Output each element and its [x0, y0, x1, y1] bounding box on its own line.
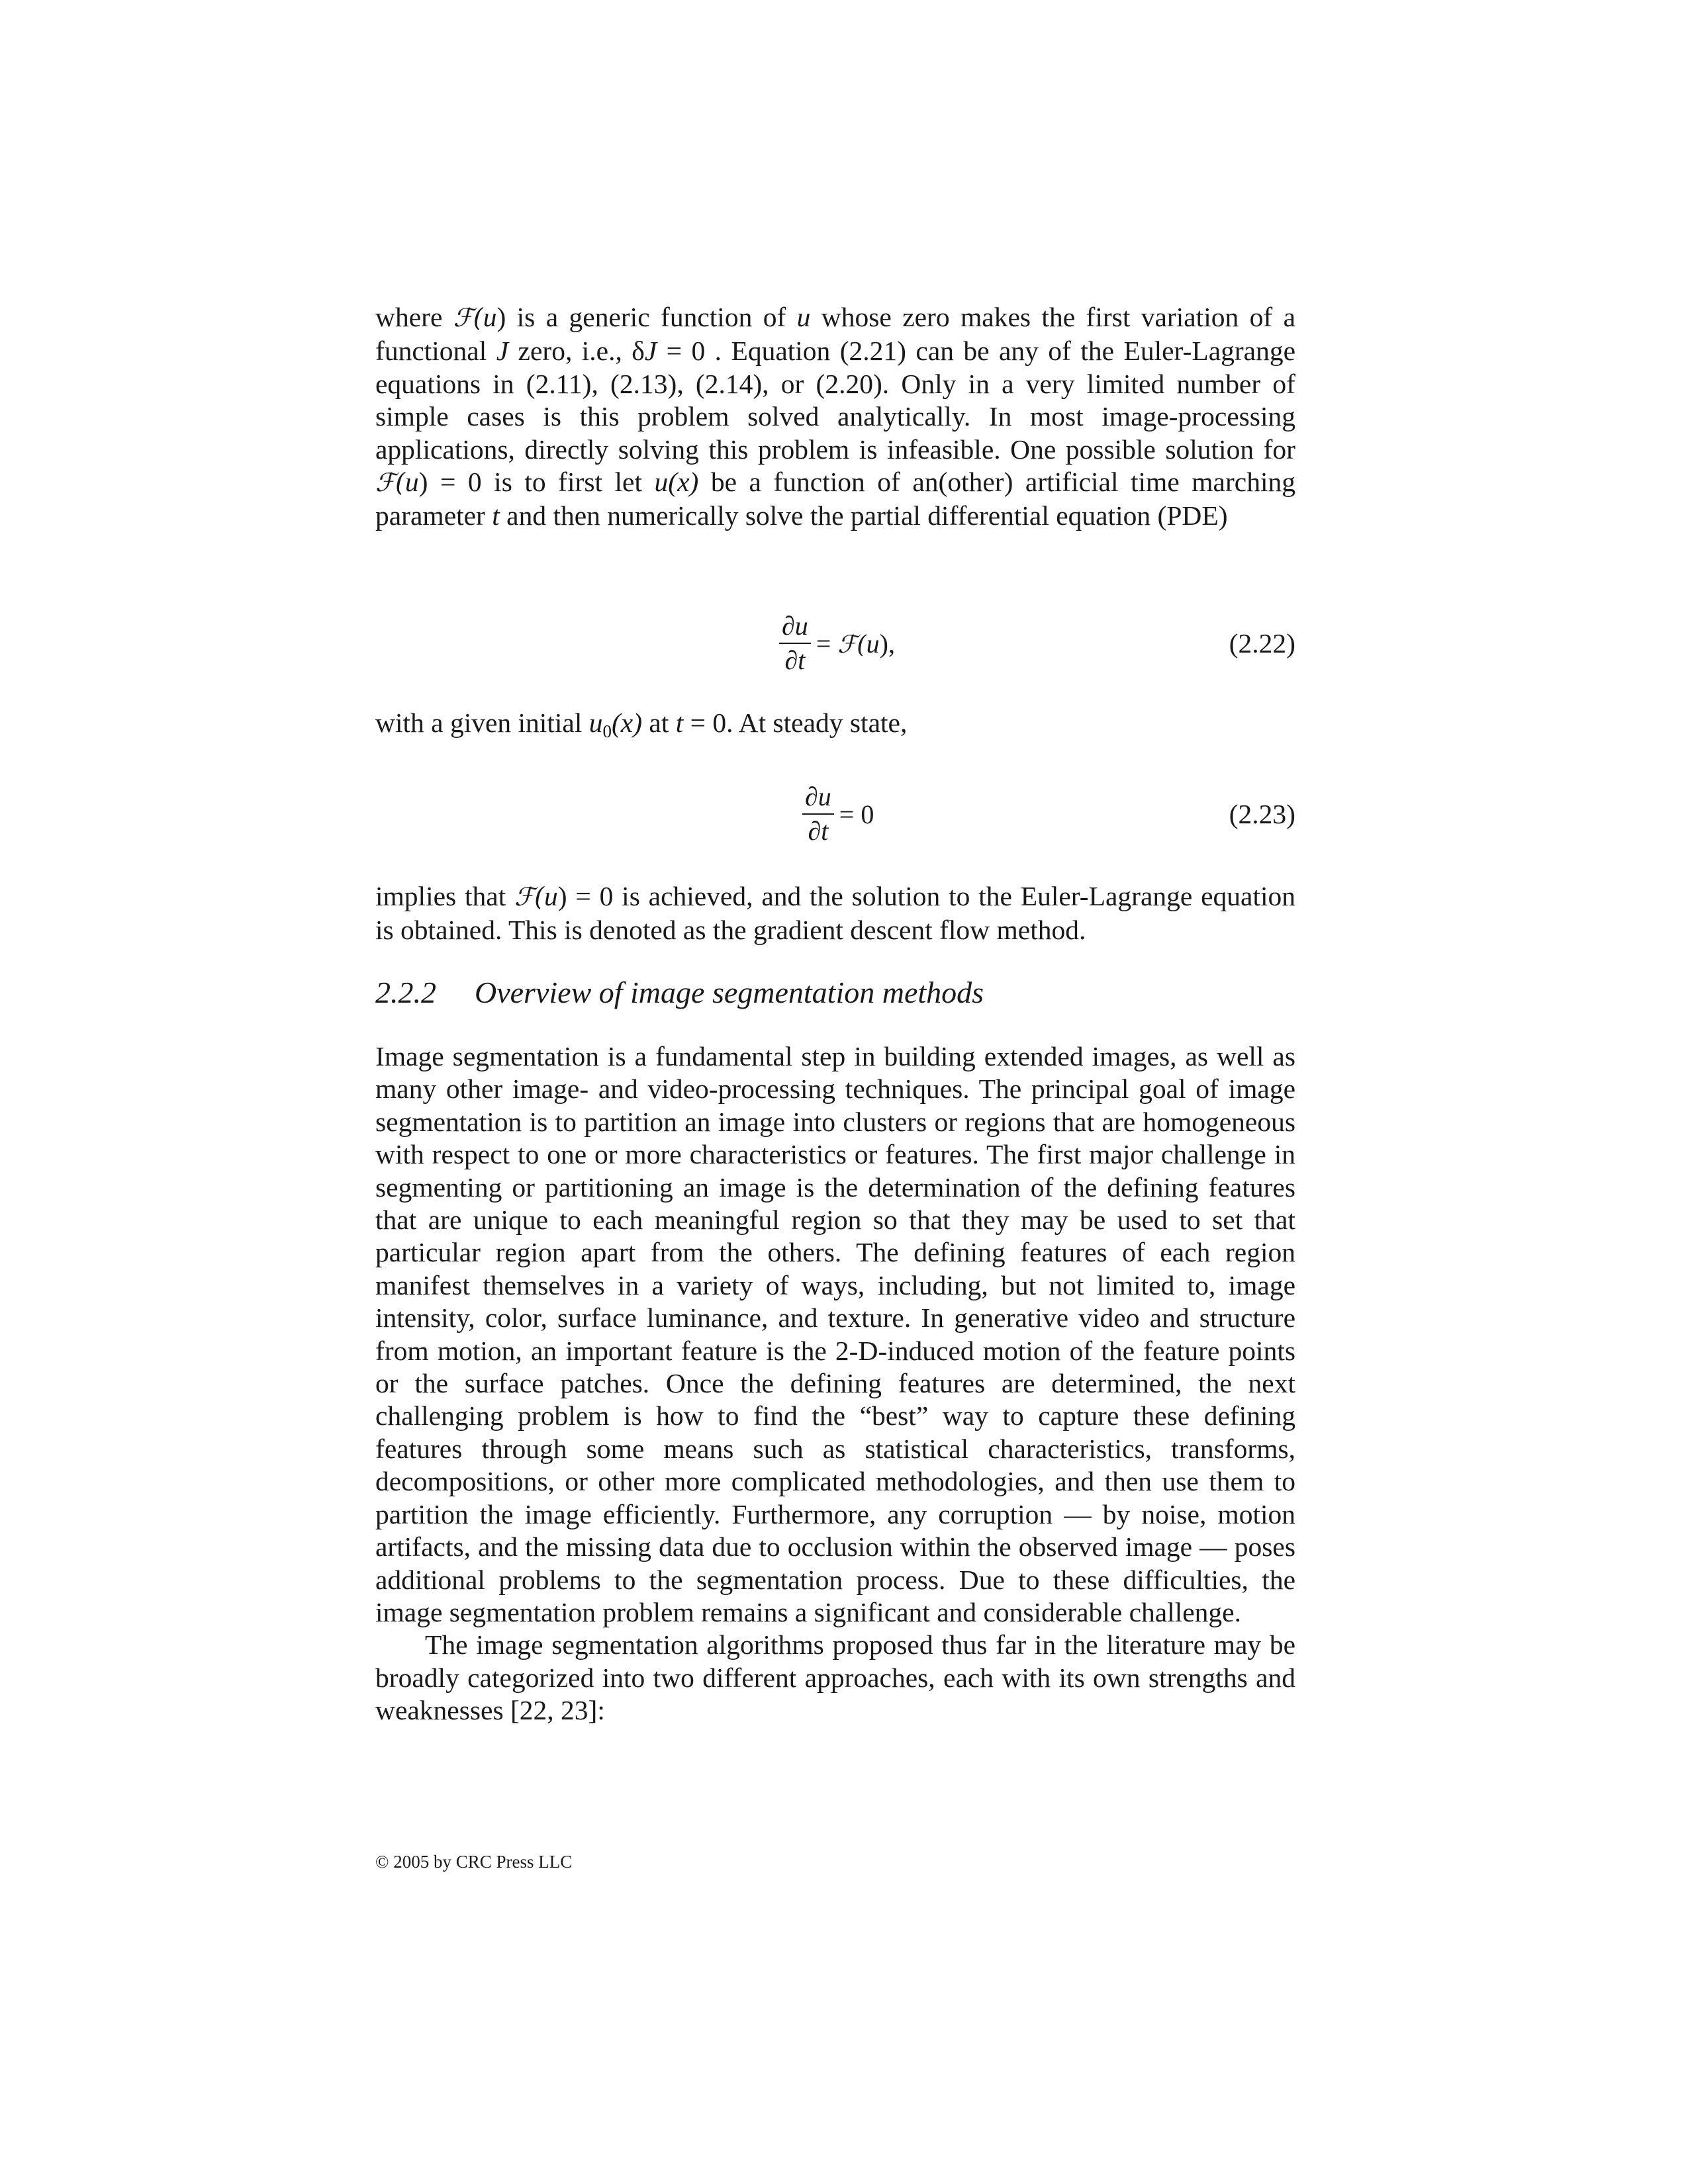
text-run: where: [375, 302, 443, 332]
fraction: [802, 782, 834, 846]
text-run: is achieved, and the solution to the Euler-Lagrange equation is obtained. This is denoted as the gradient descent flow method.: [375, 881, 1296, 946]
math-var-u: u: [404, 467, 419, 498]
fraction-denominator: ∂t: [808, 816, 829, 846]
math-script-f: ℱ(: [837, 629, 867, 659]
copyright-footer: © 2005 by CRC Press LLC: [375, 1852, 573, 1872]
math-subscript: 0: [602, 721, 612, 742]
math-var-j: J: [496, 336, 509, 367]
text-run: implies that: [375, 881, 515, 911]
text-run: = 0. At steady state,: [683, 707, 908, 738]
math-var-ux: u(x): [654, 467, 699, 498]
paragraph-text: [375, 707, 1295, 748]
math-var-u: u: [866, 628, 880, 659]
section-title: Overview of image segmentation methods: [475, 976, 984, 1009]
paragraph-segmentation-approaches: The image segmentation algorithms proposed thus far in the literature may be broadly categorized into two different approaches, each with its own strengths and weaknesses [22, 23]:: [375, 1629, 1295, 1726]
math-script-f: ℱ(: [514, 883, 544, 912]
section-heading: [375, 974, 1295, 1011]
equation-number: (2.22): [1229, 628, 1295, 659]
section-body: [375, 1040, 1295, 1727]
math-var-t: t: [492, 500, 500, 531]
math-var-x: (x): [611, 707, 643, 738]
equation-2-23: [375, 778, 1295, 850]
paragraph-initial-condition: [375, 707, 1295, 748]
text-run: zero, i.e., δ: [508, 336, 645, 367]
math-script-f: ℱ(: [375, 469, 405, 498]
text-run: be a function of an(other) artificial time marching parameter: [375, 467, 1295, 531]
math-script-f: ℱ(: [453, 304, 483, 333]
paragraph-gradient-intro: [375, 301, 1295, 533]
math-close: ) = 0: [557, 881, 614, 911]
math-var-t: t: [675, 707, 684, 738]
equals-sign: =: [816, 628, 838, 659]
math-close: ) = 0: [418, 467, 482, 498]
fraction-numerator: ∂u: [802, 782, 834, 815]
math-var-u: u: [543, 881, 558, 911]
equation-rhs: = 0: [839, 799, 874, 829]
paragraph-text: [375, 880, 1295, 947]
equation-rhs: [816, 628, 895, 659]
math-var-u: u: [588, 707, 603, 738]
equation-2-22: [375, 607, 1295, 680]
fraction-denominator: ∂t: [784, 645, 806, 675]
paragraph-steady-state: [375, 880, 1295, 947]
fraction-numerator: ∂u: [779, 611, 811, 644]
paragraph-text: [375, 301, 1295, 533]
math-close: ): [496, 302, 506, 332]
fraction: [779, 611, 811, 676]
section-number: 2.2.2: [375, 976, 436, 1009]
text-run: is a generic function of: [506, 302, 797, 332]
math-var-u: u: [796, 302, 811, 332]
text-run: with a given initial: [375, 707, 589, 738]
equation-number: (2.23): [1229, 799, 1295, 829]
text-run: at: [642, 707, 676, 738]
text-run: and then numerically solve the partial differential equation (PDE): [499, 500, 1228, 531]
paragraph-segmentation-overview: Image segmentation is a fundamental step in building extended images, as well as many other image- and video-processing techniques. The principal goal of image segmentation is to partition an image into clusters or regions that are homogeneous with respect to one or more characteristics or features. The first major challenge in segmenting or partitioning an image is the determination of the defining features that are unique to each meaningful region so that they may be used to set that particular region apart from the others. The defining features of each region manifest themselves in a variety of ways, including, but not limited to, image intensity, color, surface luminance, and texture. In generative video and structure from motion, an important feature is the 2-D-induced motion of the feature points or the surface patches. Once the defining features are determined, the next challenging problem is how to find the “best” way to capture these defining features through some means such as statistical characteristics, transforms, decompositions, or other more complicated methodologies, and then use them to partition the image efficiently. Furthermore, any corruption — by noise, motion artifacts, and the missing data due to occlusion within the observed image — poses additional problems to the segmentation process. Due to these difficulties, the image segmentation problem remains a significant and considerable challenge.: [375, 1041, 1295, 1627]
math-var-u: u: [483, 302, 497, 332]
text-run: is to first let: [481, 467, 655, 498]
math-close: ),: [879, 628, 895, 659]
text-run: = 0 . Equation (2.21) can be any of the Euler-Lagrange equations in (2.11), (2.13), (2.14), or (2.20). Only in a very limited number of simple cases is this problem solved analytically. In most image-processing applications, directly solving this problem is infeasible. One possible solution for: [375, 336, 1296, 465]
equation-body: [779, 607, 895, 680]
equation-body: [802, 778, 874, 850]
math-var-j: J: [644, 336, 657, 367]
text-run: whose zero makes the first variation of a functional: [375, 302, 1295, 367]
